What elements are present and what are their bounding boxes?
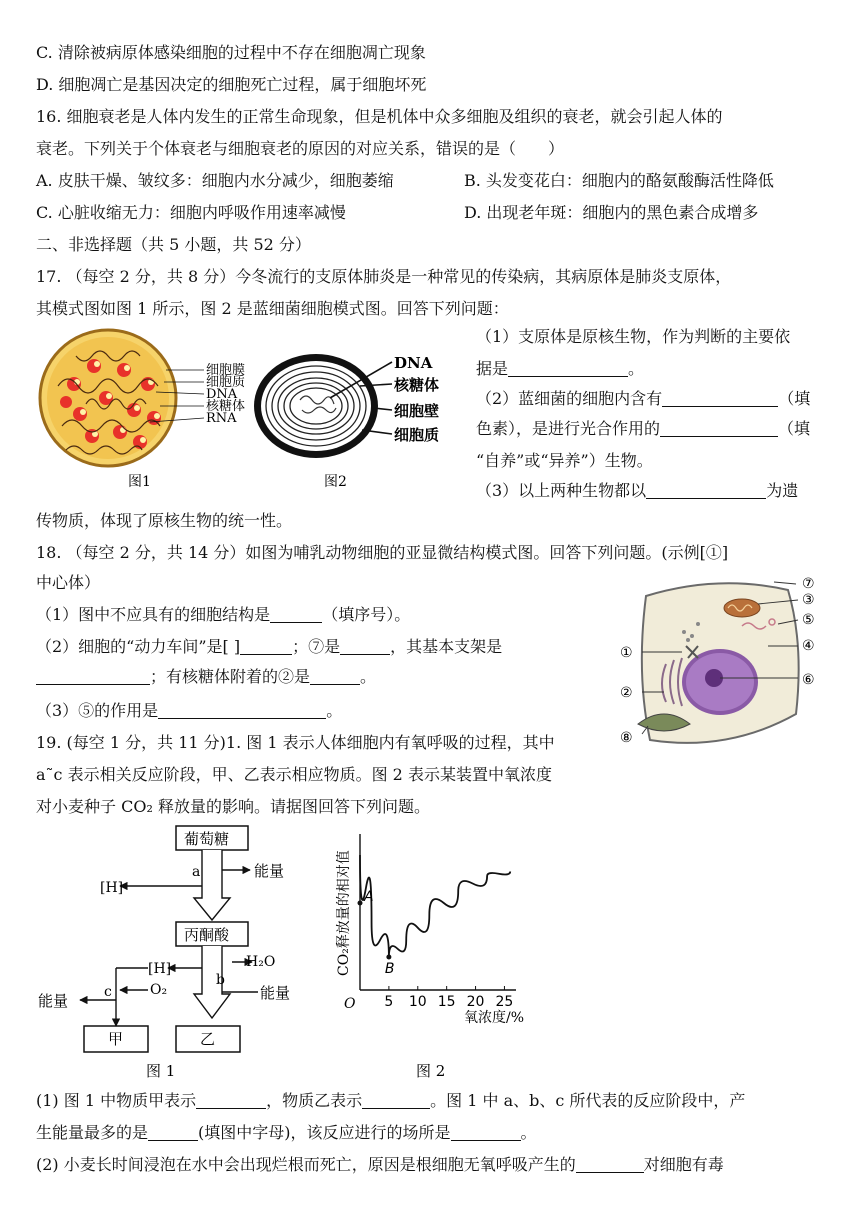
answer-blank[interactable] <box>662 390 778 407</box>
co2-curve <box>360 855 510 957</box>
q18-part1: （1）图中不应具有的细胞结构是 （填序号）。 <box>36 605 411 624</box>
q19-stem: 19. (每空 1 分，共 11 分)1. 图 1 表示人体细胞内有氧呼吸的过程，其中 <box>36 733 555 752</box>
fig2-label: DNA <box>394 354 433 372</box>
q16-stem: 衰老。下列关于个体衰老与细胞衰老的原因的对应关系，错误的是（ ） <box>36 139 565 158</box>
answer-blank[interactable] <box>508 360 628 377</box>
q16-option-a: A. 皮肤干燥、皱纹多：细胞内水分减少，细胞萎缩 <box>36 171 394 190</box>
answer-blank[interactable] <box>240 638 292 655</box>
energy-label: 能量 <box>38 992 69 1010</box>
q18-part3: （3）⑤的作用是 。 <box>36 701 343 720</box>
y-axis-label: CO₂释放量的相对值 <box>336 850 352 976</box>
cell-label: ⑤ <box>802 612 815 628</box>
q19-stem: 对小麦种子 CO₂ 释放量的影响。请据图回答下列问题。 <box>36 797 430 816</box>
fig1-label: RNA <box>206 411 237 426</box>
q19-part2: (2) 小麦长时间浸泡在水中会出现烂根而死亡，原因是根细胞无氧呼吸产生的 对细胞有毒 <box>36 1155 724 1174</box>
fig1-label: 核糖体 <box>206 399 246 414</box>
q16-option-c: C. 心脏收缩无力：细胞内呼吸作用速率减慢 <box>36 203 346 222</box>
cell-label: ③ <box>802 592 815 608</box>
answer-blank[interactable] <box>362 1092 430 1109</box>
q17-part3: （3）以上两种生物都以 为遗 <box>476 481 799 500</box>
jia-label: 甲 <box>108 1030 124 1048</box>
answer-blank[interactable] <box>340 638 390 655</box>
q16-stem: 16. 细胞衰老是人体内发生的正常生命现象，但是机体中众多细胞及组织的衰老，就会引起人体的 <box>36 107 723 126</box>
q16-option-b: B. 头发变花白：细胞内的酪氨酸酶活性降低 <box>464 171 774 190</box>
x-tick-label: 10 <box>408 994 427 1010</box>
answer-blank[interactable] <box>451 1124 521 1141</box>
cell-label: ② <box>620 685 633 701</box>
fig2-caption: 图2 <box>324 474 347 490</box>
glucose-label: 葡萄糖 <box>184 830 230 848</box>
q16-option-d: D. 出现老年斑：细胞内的黑色素合成增多 <box>464 203 759 222</box>
q19-stem: a˜c 表示相关反应阶段，甲、乙表示相应物质。图 2 表示某装置中氧浓度 <box>36 765 552 784</box>
energy-label: 能量 <box>254 862 285 880</box>
x-tick-label: 20 <box>466 994 485 1010</box>
cell-label: ⑥ <box>802 672 815 688</box>
q17-part2: “自养”或“异养”）生物。 <box>476 451 653 470</box>
cell-label: ④ <box>802 638 815 654</box>
fig2-label: 细胞质 <box>394 426 440 444</box>
x-tick-label: 25 <box>495 994 514 1010</box>
fig1-caption: 图 1 <box>146 1062 176 1080</box>
fig2-label: 核糖体 <box>394 376 440 394</box>
q17-part2: 色素），是进行光合作用的 （填 <box>476 419 811 438</box>
cell-label: ⑦ <box>802 576 815 592</box>
q18-part2: ；有核糖体附着的②是 。 <box>36 666 376 688</box>
fig1-caption: 图1 <box>128 474 151 490</box>
answer-blank[interactable] <box>576 1156 644 1173</box>
q17-part3: 传物质，体现了原核生物的统一性。 <box>36 511 293 530</box>
q19-part1: 生能量最多的是 (填图中字母)，该反应进行的场所是 。 <box>36 1123 537 1142</box>
fig1-label: 细胞膜 <box>206 363 246 378</box>
animal-cell-figure <box>618 574 826 758</box>
answer-blank[interactable] <box>158 702 326 719</box>
point-label: B <box>384 961 395 977</box>
co2-release-chart <box>326 826 526 1086</box>
answer-blank[interactable] <box>196 1092 266 1109</box>
q15-option-d: D. 细胞凋亡是基因决定的细胞死亡过程，属于细胞坏死 <box>36 75 427 94</box>
answer-blank[interactable] <box>646 482 766 499</box>
section-heading: 二、非选择题（共 5 小题，共 52 分） <box>36 235 311 254</box>
q17-part2: （2）蓝细菌的细胞内含有 （填 <box>476 389 811 408</box>
o2-label: O₂ <box>150 982 168 998</box>
point-label: A <box>364 889 374 905</box>
answer-blank[interactable] <box>36 668 150 685</box>
fig2-label: 细胞壁 <box>394 402 440 420</box>
point-marker <box>358 901 363 906</box>
energy-label: 能量 <box>260 984 291 1002</box>
answer-blank[interactable] <box>270 606 322 623</box>
q18-stem: 中心体） <box>36 573 101 592</box>
x-axis-label: 氧浓度/% <box>464 1010 525 1026</box>
answer-blank[interactable] <box>310 668 360 685</box>
fig2-caption: 图 2 <box>416 1062 446 1080</box>
q17-part1: 据是 。 <box>476 359 645 378</box>
q17-stem: 其模式图如图 1 所示，图 2 是蓝细菌细胞模式图。回答下列问题： <box>36 299 509 318</box>
pyruvate-label: 丙酮酸 <box>184 926 230 944</box>
cyanobacteria-figure <box>252 346 472 492</box>
x-tick-label: 5 <box>384 994 394 1010</box>
h-label: [H] <box>100 880 124 896</box>
cell-label: ① <box>620 645 633 661</box>
answer-blank[interactable] <box>148 1124 198 1141</box>
x-tick-label: 15 <box>437 994 456 1010</box>
aerobic-respiration-figure <box>36 824 326 1084</box>
q15-option-c: C. 清除被病原体感染细胞的过程中不存在细胞凋亡现象 <box>36 43 426 62</box>
stage-b-label: b <box>216 972 225 988</box>
q18-part2: （2）细胞的“动力车间”是[ ] ；⑦是 ，其基本支架是 <box>36 637 503 656</box>
h2o-label: H₂O <box>246 954 276 970</box>
q17-part1: （1）支原体是原核生物，作为判断的主要依 <box>476 327 791 346</box>
stage-c-label: c <box>104 984 112 1000</box>
q17-stem: 17. （每空 2 分，共 8 分）今冬流行的支原体肺炎是一种常见的传染病，其病原体是肺炎支原体， <box>36 267 732 286</box>
stage-a-label: a <box>192 864 201 880</box>
h-label: [H] <box>148 961 172 977</box>
yi-label: 乙 <box>200 1030 216 1048</box>
q18-stem: 18. （每空 2 分，共 14 分）如图为哺乳动物细胞的亚显微结构模式图。回答下列问题。(示例[①] <box>36 543 729 562</box>
cell-label: ⑧ <box>620 730 633 746</box>
fig1-label: DNA <box>206 387 238 402</box>
origin-label: O <box>344 996 356 1012</box>
q19-part1: (1) 图 1 中物质甲表示 ，物质乙表示 。图 1 中 a、b、c 所代表的反应阶段中，产 <box>36 1091 746 1110</box>
point-marker <box>386 955 391 960</box>
fig1-label: 细胞质 <box>206 375 246 390</box>
mycoplasma-figure <box>36 326 246 492</box>
answer-blank[interactable] <box>660 420 778 437</box>
